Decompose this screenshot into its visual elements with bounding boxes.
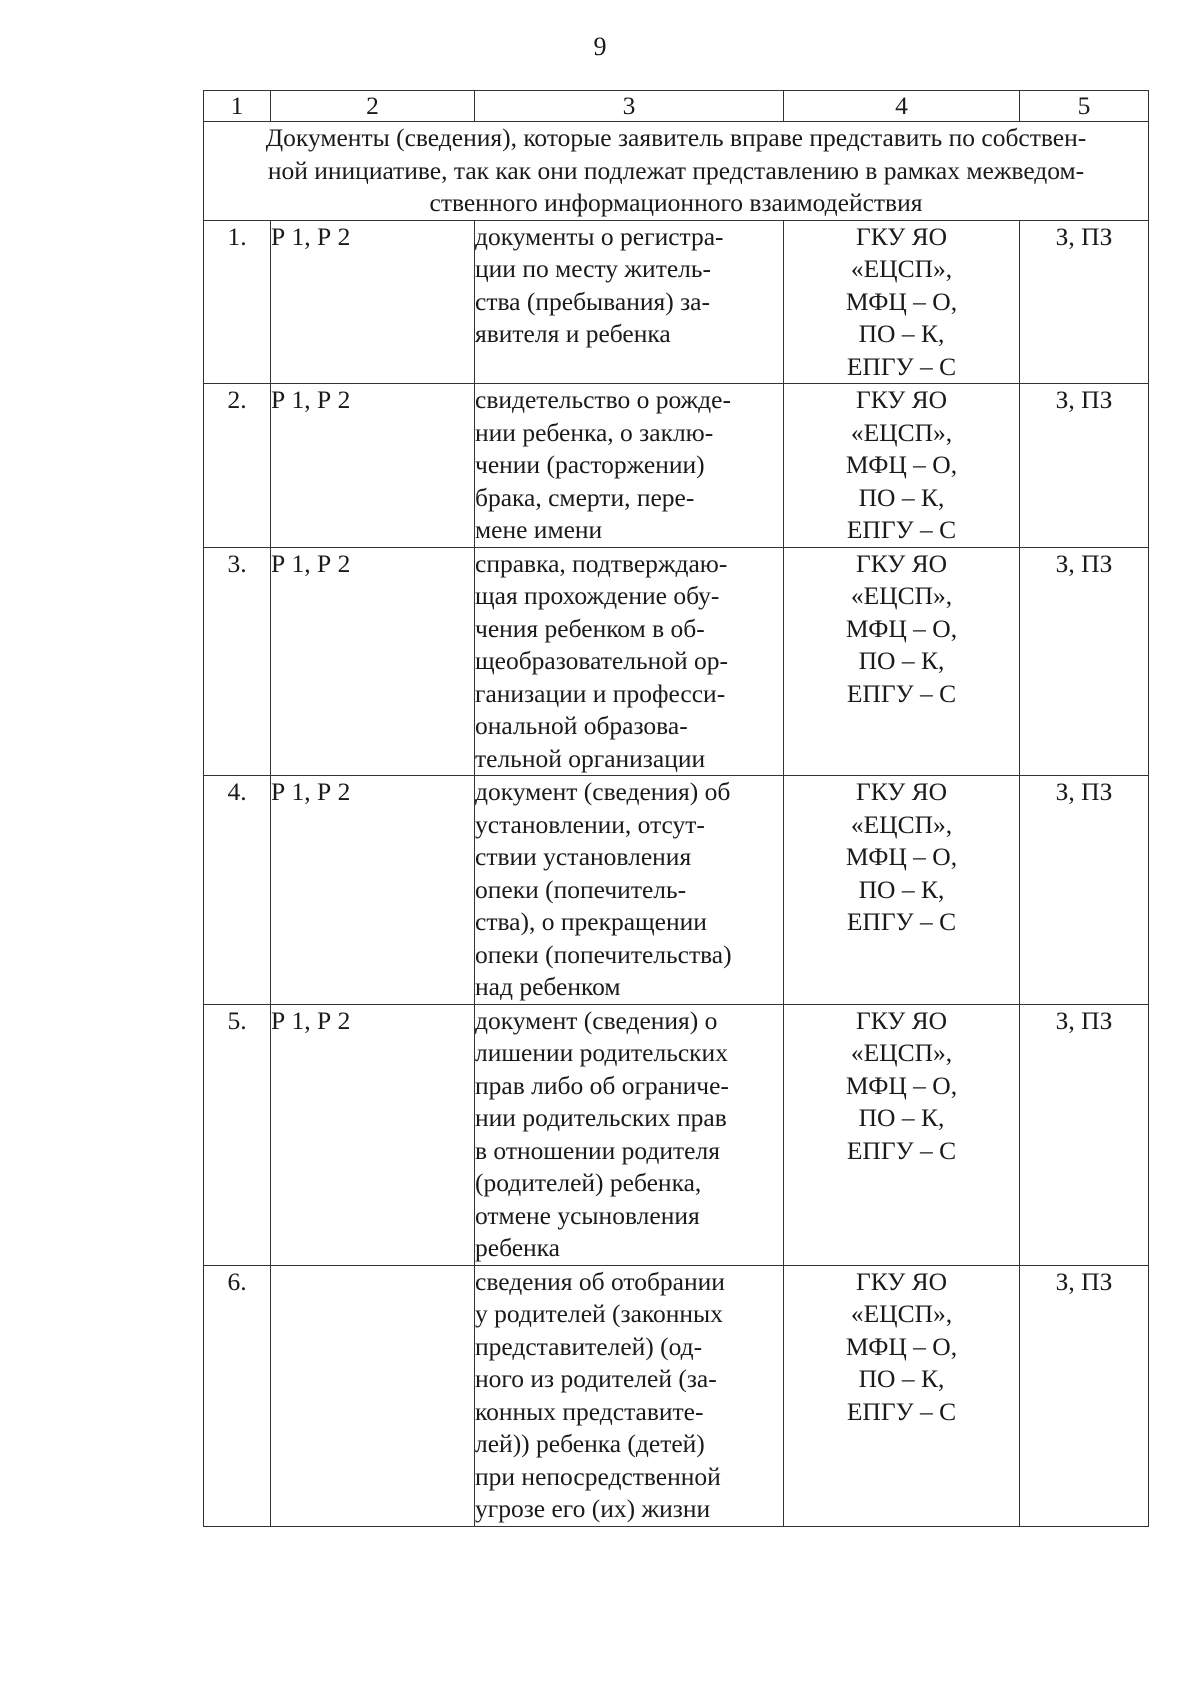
- table-row: [204, 1265, 1149, 1526]
- document-line: ства), о прекращении: [475, 907, 707, 936]
- section-title: [204, 122, 1149, 221]
- document-line: лишении родительских: [475, 1038, 728, 1067]
- organization-line: «ЕЦСП»,: [850, 809, 953, 839]
- organization-line: «ЕЦСП»,: [850, 417, 953, 447]
- row-rule: Р 1, Р 2: [271, 1004, 475, 1265]
- document-line: чении (расторжении): [475, 450, 705, 479]
- document-line: установлении, отсут-: [475, 809, 705, 839]
- organization-line: МФЦ – О,: [845, 1070, 958, 1100]
- row-organization: [784, 384, 1020, 548]
- document-line: лей)) ребенка (детей): [475, 1429, 705, 1458]
- row-number: 4.: [204, 776, 271, 1005]
- organization-line: ЕПГУ – С: [846, 351, 957, 381]
- row-document: [475, 384, 784, 548]
- column-header-2: 2: [271, 91, 475, 122]
- organization-line: МФЦ – О,: [845, 450, 958, 479]
- row-form: З, ПЗ: [1020, 220, 1149, 384]
- document-line: при непосредственной: [475, 1461, 721, 1491]
- table-header-row: [204, 91, 1149, 122]
- row-form: З, ПЗ: [1020, 547, 1149, 776]
- organization-line: ПО – К,: [858, 1364, 945, 1393]
- document-line: чения ребенком в об-: [475, 613, 705, 643]
- document-line: ганизации и професси-: [475, 678, 726, 708]
- row-number: 2.: [204, 384, 271, 548]
- document-line: щеобразовательной ор-: [475, 646, 729, 675]
- document-line: опеки (попечитель-: [475, 874, 687, 904]
- page-number: 9: [593, 32, 607, 61]
- document-line: нии ребенка, о заклю-: [475, 417, 714, 447]
- column-header-5: 5: [1020, 91, 1149, 122]
- row-document: [475, 1004, 784, 1265]
- row-organization: [784, 547, 1020, 776]
- row-form: З, ПЗ: [1020, 1004, 1149, 1265]
- organization-line: ГКУ ЯО: [855, 1266, 948, 1296]
- document-line: щая прохождение обу-: [475, 581, 720, 610]
- row-rule: Р 1, Р 2: [271, 547, 475, 776]
- document-line: документ (сведения) об: [475, 777, 731, 806]
- document-line: документы о регистра-: [475, 221, 724, 251]
- document-line: явителя и ребенка: [475, 319, 671, 348]
- document-line: мене имени: [475, 515, 603, 544]
- document-line: конных представите-: [475, 1396, 704, 1426]
- row-document: [475, 547, 784, 776]
- section-title-row: [204, 122, 1149, 221]
- row-number: 3.: [204, 547, 271, 776]
- document-line: опеки (попечительства): [475, 939, 732, 969]
- document-line: ции по месту житель-: [475, 254, 711, 283]
- row-document: [475, 1265, 784, 1526]
- column-header-3: 3: [475, 91, 784, 122]
- document-line: отмене усыновления: [475, 1200, 700, 1230]
- organization-line: ПО – К,: [858, 1103, 945, 1132]
- organization-line: «ЕЦСП»,: [850, 1038, 953, 1067]
- document-line: угрозе его (их) жизни: [475, 1494, 711, 1523]
- document-line: справка, подтверждаю-: [475, 548, 728, 578]
- organization-line: ПО – К,: [858, 319, 945, 348]
- organization-line: МФЦ – О,: [845, 842, 958, 871]
- organization-line: ГКУ ЯО: [855, 548, 948, 578]
- organization-line: ЕПГУ – С: [846, 678, 957, 708]
- document-line: ребенка: [475, 1233, 560, 1262]
- row-form: З, ПЗ: [1020, 384, 1149, 548]
- row-rule: Р 1, Р 2: [271, 220, 475, 384]
- row-rule: Р 1, Р 2: [271, 384, 475, 548]
- organization-line: «ЕЦСП»,: [850, 1299, 953, 1328]
- document-line: ного из родителей (за-: [475, 1364, 717, 1393]
- documents-table: [203, 90, 1149, 1527]
- document-line: над ребенком: [475, 972, 621, 1001]
- row-rule: Р 1, Р 2: [271, 776, 475, 1005]
- organization-line: ЕПГУ – С: [846, 515, 957, 544]
- row-form: З, ПЗ: [1020, 1265, 1149, 1526]
- document-line: ональной образова-: [475, 711, 688, 740]
- organization-line: МФЦ – О,: [845, 286, 958, 316]
- organization-line: ЕПГУ – С: [846, 907, 957, 936]
- table-row: [204, 1004, 1149, 1265]
- document-line: ствии установления: [475, 842, 692, 871]
- row-number: 5.: [204, 1004, 271, 1265]
- column-header-4: 4: [784, 91, 1020, 122]
- organization-line: ГКУ ЯО: [855, 385, 948, 414]
- section-title-line: Документы (сведения), которые заявитель вправе представить по собствен-: [265, 123, 1087, 152]
- row-rule: [271, 1265, 475, 1526]
- document-line: документ (сведения) о: [475, 1005, 718, 1035]
- organization-line: ГКУ ЯО: [855, 221, 948, 251]
- row-number: 1.: [204, 220, 271, 384]
- document-line: брака, смерти, пере-: [475, 482, 695, 512]
- organization-line: «ЕЦСП»,: [850, 581, 953, 610]
- table-row: [204, 547, 1149, 776]
- document-line: (родителей) ребенка,: [475, 1168, 702, 1197]
- row-organization: [784, 220, 1020, 384]
- document-line: прав либо об ограниче-: [475, 1070, 729, 1100]
- row-number: 6.: [204, 1265, 271, 1526]
- table-row: [204, 384, 1149, 548]
- section-title-line: ственного информационного взаимодействия: [429, 188, 923, 217]
- section-title-line: ной инициативе, так как они подлежат представлению в рамках межведом-: [267, 155, 1085, 185]
- row-organization: [784, 776, 1020, 1005]
- organization-line: ЕПГУ – С: [846, 1396, 957, 1426]
- organization-line: МФЦ – О,: [845, 1331, 958, 1361]
- organization-line: ПО – К,: [858, 482, 945, 512]
- row-document: [475, 220, 784, 384]
- row-organization: [784, 1265, 1020, 1526]
- row-form: З, ПЗ: [1020, 776, 1149, 1005]
- column-header-1: 1: [204, 91, 271, 122]
- document-line: нии родительских прав: [475, 1103, 727, 1132]
- document-line: свидетельство о рожде-: [475, 385, 731, 414]
- document-line: ства (пребывания) за-: [475, 286, 710, 316]
- table-row: [204, 776, 1149, 1005]
- organization-line: ЕПГУ – С: [846, 1135, 957, 1165]
- row-document: [475, 776, 784, 1005]
- document-line: у родителей (законных: [475, 1299, 723, 1328]
- row-organization: [784, 1004, 1020, 1265]
- document-line: сведения об отобрании: [475, 1266, 725, 1296]
- organization-line: ПО – К,: [858, 874, 945, 904]
- table-row: [204, 220, 1149, 384]
- organization-line: ПО – К,: [858, 646, 945, 675]
- document-line: представителей) (од-: [475, 1331, 703, 1361]
- organization-line: ГКУ ЯО: [855, 1005, 948, 1035]
- document-line: в отношении родителя: [475, 1135, 720, 1165]
- organization-line: «ЕЦСП»,: [850, 254, 953, 283]
- organization-line: МФЦ – О,: [845, 613, 958, 643]
- document-line: тельной организации: [475, 743, 706, 773]
- organization-line: ГКУ ЯО: [855, 777, 948, 806]
